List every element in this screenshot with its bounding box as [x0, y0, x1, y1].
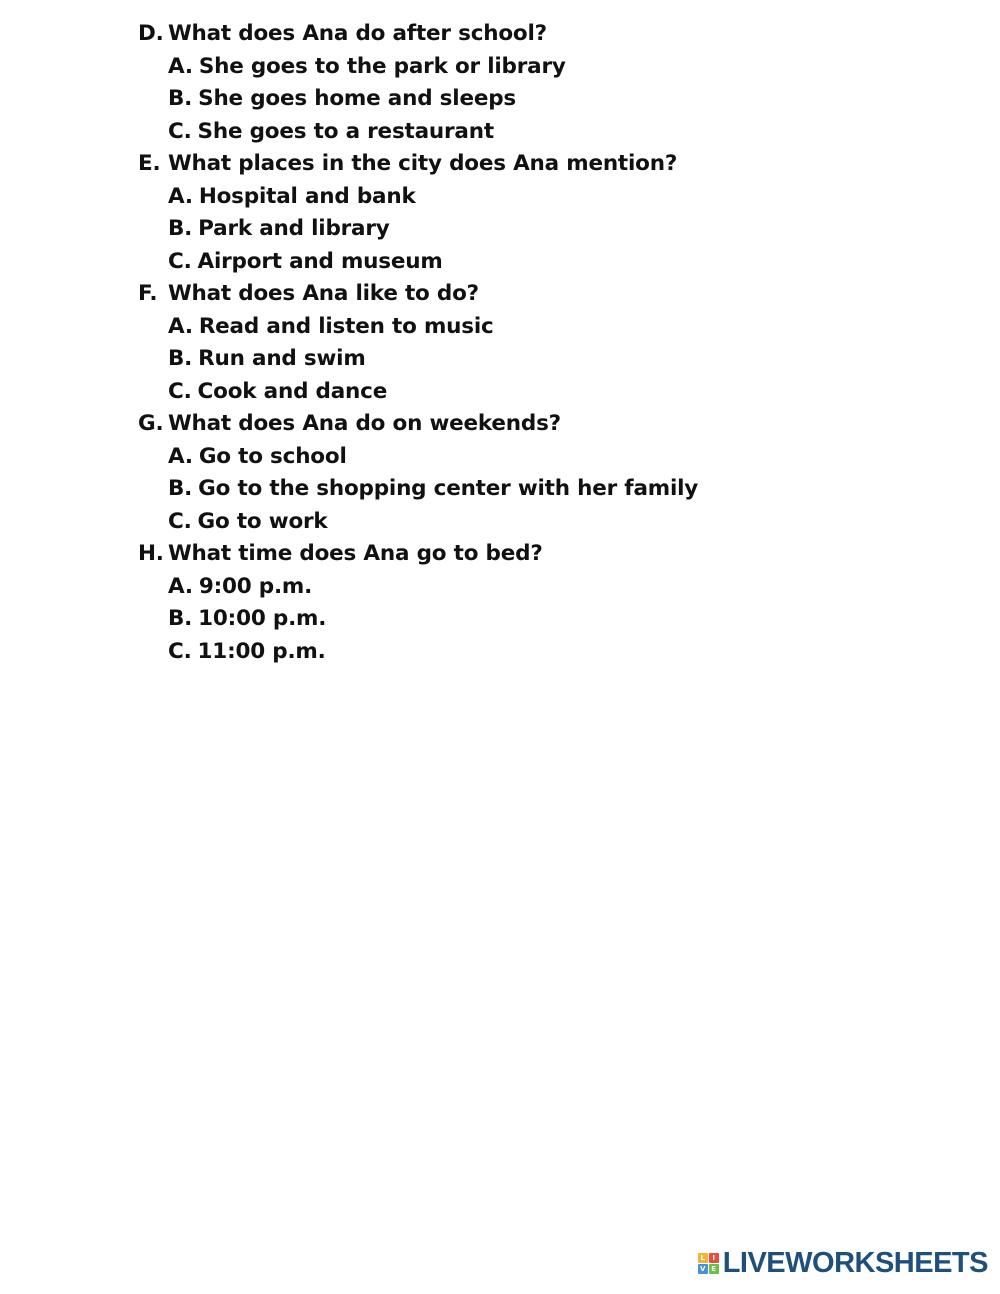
question-text: What does Ana like to do?: [168, 281, 479, 306]
option-text: 9:00 p.m.: [198, 573, 313, 599]
question-g: [138, 408, 918, 538]
option-c[interactable]: [138, 116, 918, 149]
option-letter: C.: [168, 118, 192, 144]
option-letter: A.: [168, 573, 193, 599]
question-f: [138, 278, 918, 408]
option-b[interactable]: [138, 473, 918, 506]
option-text: Go to school: [198, 443, 347, 469]
option-b[interactable]: [138, 343, 918, 376]
question-line: [138, 278, 918, 311]
option-letter: B.: [168, 86, 193, 111]
logo-tile-v: V: [698, 1264, 708, 1274]
question-letter: G.: [138, 411, 164, 436]
option-text: Go to work: [197, 508, 328, 534]
option-text: Run and swim: [198, 346, 366, 371]
question-e: [138, 148, 918, 278]
option-c[interactable]: [138, 636, 918, 669]
option-letter: C.: [168, 638, 192, 664]
option-letter: B.: [168, 606, 193, 631]
option-c[interactable]: [138, 376, 918, 409]
logo-tile-i: I: [709, 1253, 719, 1263]
option-b[interactable]: [138, 603, 918, 636]
option-text: She goes to the park or library: [198, 53, 566, 79]
option-text: Park and library: [198, 216, 390, 241]
option-a[interactable]: [138, 51, 918, 84]
question-line: [138, 148, 918, 181]
option-a[interactable]: [138, 311, 918, 344]
option-text: 11:00 p.m.: [197, 638, 326, 664]
question-letter: D.: [138, 21, 164, 46]
question-text: What time does Ana go to bed?: [168, 541, 543, 566]
question-text: What does Ana do after school?: [168, 21, 547, 46]
option-text: Go to the shopping center with her family: [198, 476, 699, 501]
question-letter: F.: [138, 281, 158, 306]
option-letter: A.: [168, 443, 193, 469]
option-text: 10:00 p.m.: [198, 606, 327, 631]
option-letter: B.: [168, 346, 193, 371]
option-a[interactable]: [138, 571, 918, 604]
option-letter: A.: [168, 183, 193, 209]
question-letter: H.: [138, 541, 164, 566]
option-b[interactable]: [138, 83, 918, 116]
worksheet: [138, 18, 918, 668]
option-letter: A.: [168, 313, 193, 339]
option-letter: C.: [168, 508, 192, 534]
option-a[interactable]: [138, 181, 918, 214]
option-letter: C.: [168, 248, 192, 274]
option-c[interactable]: [138, 246, 918, 279]
logo-tile-e: E: [709, 1264, 719, 1274]
option-letter: A.: [168, 53, 193, 79]
option-b[interactable]: [138, 213, 918, 246]
option-text: Hospital and bank: [198, 183, 416, 209]
logo-tile-l: L: [698, 1253, 708, 1263]
option-letter: B.: [168, 476, 193, 501]
option-letter: C.: [168, 378, 192, 404]
option-text: Airport and museum: [197, 248, 443, 274]
liveworksheets-logo-icon: [698, 1253, 719, 1274]
question-text: What places in the city does Ana mention?: [168, 151, 678, 176]
option-a[interactable]: [138, 441, 918, 474]
question-line: [138, 18, 918, 51]
option-text: Cook and dance: [197, 378, 388, 404]
brand-wordmark: LIVEWORKSHEETS: [722, 1247, 988, 1279]
option-c[interactable]: [138, 506, 918, 539]
option-text: Read and listen to music: [198, 313, 494, 339]
question-letter: E.: [138, 151, 161, 176]
option-text: She goes home and sleeps: [198, 86, 516, 111]
question-h: [138, 538, 918, 668]
option-text: She goes to a restaurant: [197, 118, 494, 144]
question-text: What does Ana do on weekends?: [168, 411, 561, 436]
question-line: [138, 538, 918, 571]
question-line: [138, 408, 918, 441]
question-d: [138, 18, 918, 148]
option-letter: B.: [168, 216, 193, 241]
liveworksheets-brand[interactable]: [698, 1248, 988, 1278]
